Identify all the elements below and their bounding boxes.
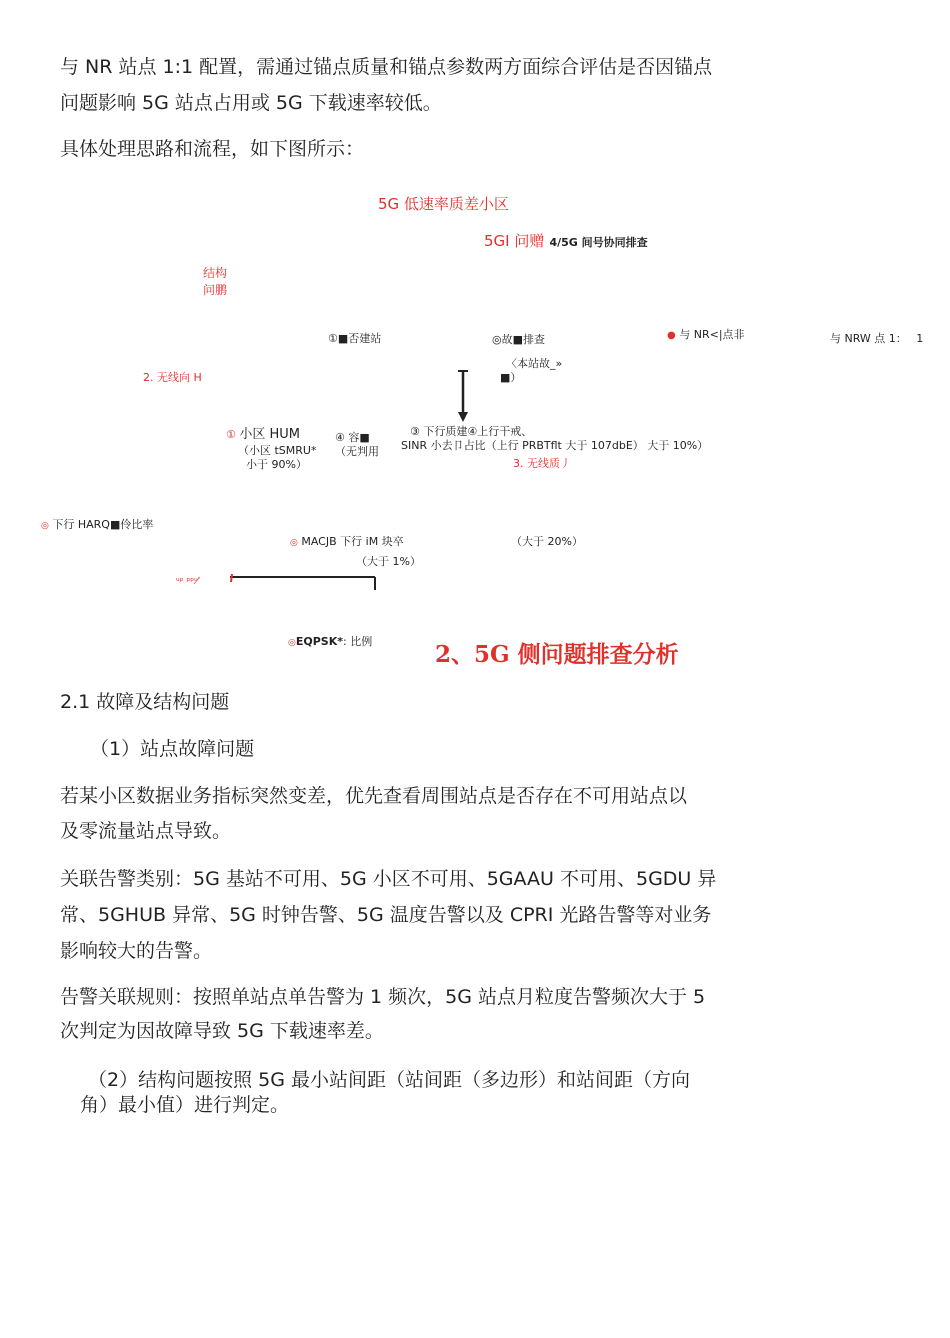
diagram-macjb-label: MACJB 下行 iM 块卒 [301, 535, 404, 548]
diagram-cell-hum-label: 小区 HUM [239, 427, 301, 442]
diagram-eqpsk-node [288, 635, 372, 650]
diagram-nr-anchor-label: 与 NR<|点非 [679, 328, 745, 341]
paragraph-4-line-2: 角）最小值）进行判定。 [80, 1094, 290, 1116]
diagram-bracket-line [206, 574, 376, 590]
diagram-cell-hum-line3: 小于 90%） [246, 458, 307, 471]
paragraph-2-line-3: 影响较大的告警。 [60, 940, 213, 962]
diagram-dl-quality-line2: SINR 小去卩占比（上行 PRBTflt 大于 107dbE） 大于 10%） [401, 439, 709, 452]
diagram-5g-issue-node [484, 230, 648, 251]
diagram-5g-issue-suffix: 4/5G 间号协同排查 [549, 236, 648, 249]
diagram-nrw-number: 1 [916, 332, 924, 345]
diagram-capacity-line2: （无判用 [335, 445, 379, 458]
subsection-heading: 2.1 故障及结构问题 [60, 691, 230, 713]
intro-line-3: 具体处理思路和流程，如下图所示： [60, 138, 365, 160]
red-dot-icon: ● [667, 330, 676, 341]
circled-mark-icon: ◎ [41, 521, 49, 531]
diagram-dl-quality-line1: ③ 下行质建④上行干戒、 [410, 425, 533, 438]
intro-line-2: 问题影响 5G 站点占用或 5G 下载速率较低。 [60, 92, 442, 114]
diagram-nrw-label: 与 NRW 点 1： [830, 332, 907, 345]
diagram-smudge: ᵘᵖ ᵖᵖᵘʹ̸ [176, 577, 201, 587]
diagram-harq-label: 下行 HARQ■伶比率 [52, 518, 154, 531]
paragraph-3-line-2: 次判定为因故障导致 5G 下载速率差。 [60, 1020, 384, 1042]
circled-mark-icon: ◎ [290, 538, 298, 548]
diagram-nrw-node [830, 332, 923, 346]
down-arrow-icon [456, 370, 470, 424]
paragraph-2-line-2: 常、5GHUB 异常、5G 时钟告警、5G 温度告警以及 CPRI 光路告警等对业务 [60, 904, 712, 926]
paragraph-2-line-1: 关联告警类别：5G 基站不可用、5G 小区不可用、5GAAU 不可用、5GDU 异 [60, 868, 717, 890]
diagram-macjb-node [290, 535, 404, 550]
diagram-gt20-note: （大于 20%） [511, 535, 583, 548]
diagram-fault-node: ◎故■排查 [492, 333, 545, 346]
subsection-item-1: （1）站点故障问题 [90, 738, 255, 760]
diagram-5g-issue-prefix: 5GI 问赠 [484, 232, 545, 250]
diagram-root-node: 5G 低速率质差小区 [378, 195, 509, 213]
diagram-eqpsk-label: EQPSK* [295, 635, 343, 648]
paragraph-4-line-1: （2）结构问题按照 5G 最小站间距（站间距（多边形）和站间距（方向 [88, 1069, 690, 1091]
diagram-eqpsk-suffix: : 比例 [343, 635, 373, 648]
diagram-wireless-quality-node: 3. 无线质丿 [513, 457, 571, 470]
diagram-gt1-note: （大于 1%） [356, 555, 421, 568]
diagram-build-node: ①■否建站 [328, 332, 382, 345]
circled-one-icon: ① [226, 428, 236, 441]
diagram-cell-hum-line2: （小区 tSMRU* [238, 444, 317, 457]
paragraph-1-line-2: 及零流量站点导致。 [60, 820, 232, 842]
diagram-capacity-line1: ④ 容■ [335, 431, 370, 444]
diagram-structure-line1: 结构 [203, 266, 228, 280]
diagram-harq-node [41, 518, 153, 533]
circled-mark-icon: ◎ [288, 638, 296, 648]
paragraph-1-line-1: 若某小区数据业务指标突然变差，优先查看周围站点是否存在不可用站点以 [60, 785, 688, 807]
paragraph-3-line-1: 告警关联规则：按照单站点单告警为 1 频次，5G 站点月粒度告警频次大于 5 [60, 986, 706, 1008]
section-title: 2、5G 侧问题排查分析 [435, 641, 679, 668]
diagram-cell-hum-node [226, 428, 300, 442]
intro-line-1: 与 NR 站点 1:1 配置，需通过锚点质量和锚点参数两方面综合评估是否因锚点 [60, 56, 713, 78]
diagram-structure-line2: 问鹏 [203, 283, 228, 297]
diagram-site-fault-line2: ■） [500, 371, 522, 384]
diagram-site-fault-line1: 〈本站故_» [506, 357, 563, 370]
diagram-nr-anchor-node [667, 328, 745, 343]
diagram-wireless-node: 2. 无线向 H [143, 371, 202, 384]
